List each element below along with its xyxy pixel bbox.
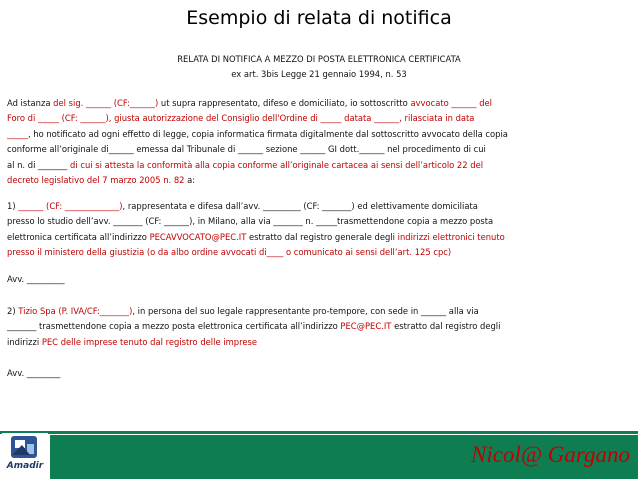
paragraph-line: indirizzi PEC delle imprese tenuto dal registro delle imprese [7, 336, 257, 347]
paragraph-line: 1) ______ (CF: _____________), rappresentata e difesa dall’avv. _________ (CF: _______) ed elettivamente domiciliata [7, 201, 478, 211]
logo-text: Amadir [6, 461, 44, 471]
paragraph-line: _____, ho notificato ad ogni effetto di legge, copia informatica firmata digitalmente dal sottoscritto avvocato della copia [7, 128, 508, 139]
paragraph-line: Foro di _____ (CF: ______), giusta autorizzazione del Consiglio dell'Ordine di _____ datata ______, rilasciata in data [7, 113, 475, 124]
amadir-logo-icon [2, 433, 48, 477]
paragraph-line: elettronica certificata all’indirizzo PECAVVOCATO@PEC.IT estratto dal registro generale degli indirizzi elettronici tenuto [7, 231, 505, 242]
amadir-logo [2, 433, 48, 477]
slide-title: Esempio di relata di notifica [186, 7, 452, 29]
footer-stripe [0, 431, 638, 434]
document-heading-title: RELATA DI NOTIFICA A MEZZO DI POSTA ELETTRONICA CERTIFICATA [177, 54, 461, 64]
paragraph-line: presso il ministero della giustizia (o da albo ordine avvocati di____ o comunicato ai sensi dell’art. 125 cpc) [7, 247, 452, 258]
footer-author: Nicol@ Gargano [471, 442, 630, 467]
paragraph-line: conforme all’originale di______ emessa dal Tribunale di ______ sezione ______ GI dott.______ nel procedimento di cui [7, 144, 486, 155]
paragraph-line: _______ trasmettendone copia a mezzo posta elettronica certificata all’indirizzo PEC@PEC.IT estratto dal registro degli [7, 321, 501, 332]
signature-second: Avv. ________ [7, 368, 61, 378]
document-heading-reference: ex art. 3bis Legge 21 gennaio 1994, n. 53 [231, 69, 407, 79]
recipient-second [7, 304, 631, 350]
paragraph-instance [7, 96, 631, 188]
recipient-first [7, 199, 631, 261]
document-heading [0, 52, 638, 82]
paragraph-line: Ad istanza del sig. ______ (CF:______) ut supra rappresentato, difeso e domiciliato, io sottoscritto avvocato ______ del [7, 98, 493, 108]
paragraph-line: al n. di _______ di cui si attesta la conformità alla copia conforme all’originale cartacea ai sensi dell’articolo 22 del [7, 159, 484, 170]
paragraph-line: presso lo studio dell’avv. _______ (CF: ______), in Milano, alla via _______ n. _____trasmettendone copia a mezzo posta [7, 216, 494, 227]
paragraph-line: decreto legislativo del 7 marzo 2005 n. 82 a: [7, 175, 196, 186]
signature-first: Avv. _________ [7, 274, 65, 284]
paragraph-line: 2) Tizio Spa (P. IVA/CF:_______), in persona del suo legale rappresentante pro-tempore, con sede in ______ alla via [7, 306, 479, 316]
